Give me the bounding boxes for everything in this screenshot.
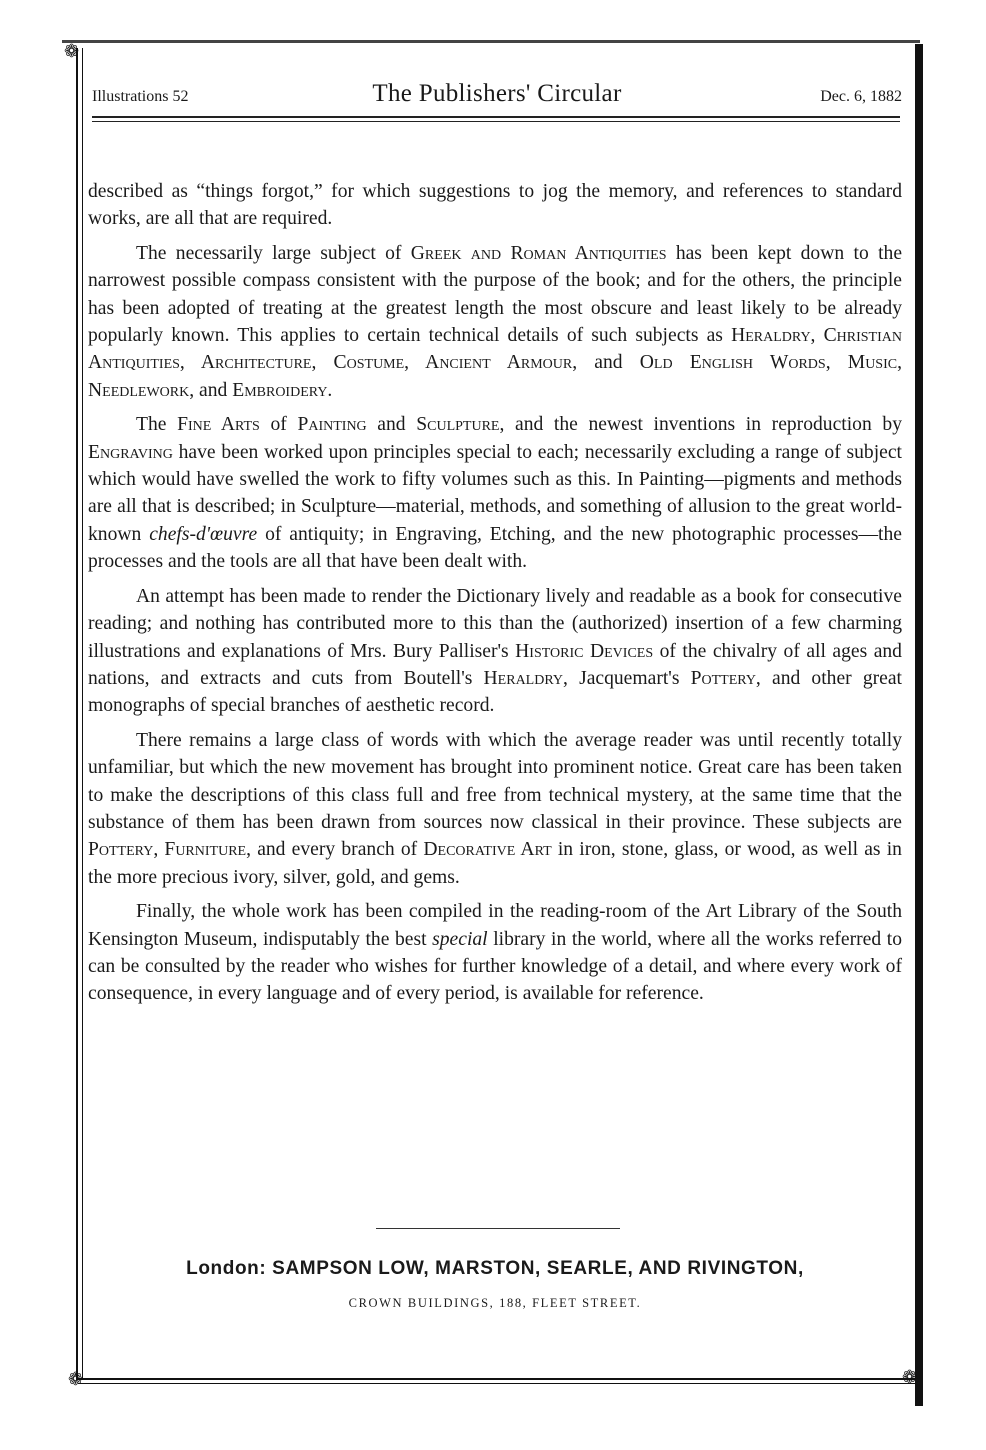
paragraph-text: and other great monographs of special branches of aesthetic record. <box>88 667 902 717</box>
paragraph-text: Finally, the whole work has been compiled in the reading-room of the Art Library of the South Kensington Museum, indisputably the best <box>88 901 902 950</box>
top-border-rule <box>62 40 920 43</box>
paragraph-text: library in the world, where all the works referred to can be consulted by the reader who wishes for further knowledge of a detail, and where every work of consequence, in every language and of every period, is available for reference. <box>88 928 902 1005</box>
paragraph-text: There remains a large class of words with which the average reader was until recently totally unfamiliar, but which the new movement has brought into prominent notice. Great care has been taken to make the descriptions of this class full and free from technical mystery, at the same time that the substance of them has been drawn from sources now classical in their province. These subjects are <box>88 729 902 833</box>
publisher-address: CROWN BUILDINGS, 188, FLEET STREET. <box>348 1296 642 1310</box>
body-paragraph <box>88 178 902 233</box>
small-caps-text: Heraldry, Christian Antiquities, Architecture, Costume, Ancient Armour, <box>88 325 902 374</box>
paragraph-text: The <box>136 414 178 436</box>
left-border-rule <box>76 48 78 1380</box>
bottom-inner-border-rule <box>78 1383 918 1384</box>
body-paragraph <box>88 411 902 575</box>
right-border-rule <box>915 44 923 1406</box>
italic-text: special <box>432 928 488 950</box>
italic-text: chefs-d'œuvre <box>149 523 258 545</box>
running-header <box>92 80 902 110</box>
left-inner-border-rule <box>82 48 83 1380</box>
small-caps-text: Pottery, Furniture, <box>88 839 251 861</box>
small-caps-text: Engraving <box>88 441 173 463</box>
publisher-imprint: London: SAMPSON LOW, MARSTON, SEARLE, AND RIVINGTON, <box>186 1258 804 1279</box>
corner-ornament-icon: ❁ <box>902 1367 918 1387</box>
header-rule <box>92 116 900 118</box>
paragraph-text: have been worked upon principles special to each; necessarily excluding a range of subject which would have swelled the work to fifty volumes such as this. In Painting—pigments and methods are all that is described; in Sculpture—material, methods, and something of allusion to the great world-known <box>88 441 902 545</box>
small-caps-text: Embroidery. <box>232 379 333 401</box>
small-caps-text: Historic Devices <box>515 640 654 662</box>
paragraph-text: of antiquity; in Engraving, Etching, and the new photographic processes—the processes and the tools are all that have been dealt with. <box>88 523 902 573</box>
body-paragraph <box>88 240 902 404</box>
paragraph-text: An attempt has been made to render the Dictionary lively and readable as a book for consecutive reading; and nothing has contributed more to this than the (authorized) insertion of a few charming illustrations and explanations of Mrs. Bury Palliser's <box>88 585 902 662</box>
paragraph-text: and the newest inventions in reproduction by <box>504 414 902 436</box>
small-caps-text: Heraldry, <box>483 667 568 689</box>
paragraph-text: has been kept down to the narrowest possible compass consistent with the purpose of the book; and for the others, the principle has been adopted of treating at the greatest length the most obscure and least likely to be already popularly known. This applies to certain technical details of such subjects as <box>88 242 903 347</box>
paragraph-text: and <box>366 414 417 436</box>
article-body <box>88 178 902 1015</box>
small-caps-text: Pottery, <box>690 667 761 689</box>
small-caps-text: Sculpture, <box>416 414 505 436</box>
small-caps-text: Painting <box>297 414 367 436</box>
publication-title: The Publishers' Circular <box>372 80 622 107</box>
paragraph-text: Jacquemart's <box>567 667 691 689</box>
paragraph-text: of <box>259 414 298 436</box>
paragraph-text: and <box>577 352 640 374</box>
bottom-border-rule <box>78 1378 918 1380</box>
body-paragraph <box>88 583 902 720</box>
small-caps-text: Old English Words, Music, Needlework, <box>88 352 902 401</box>
paragraph-text: and <box>194 379 233 401</box>
body-paragraph <box>88 727 902 891</box>
small-caps-text: Fine Arts <box>177 414 260 436</box>
separator-rule <box>376 1228 620 1229</box>
paragraph-text: in iron, stone, glass, or wood, as well as in the more precious ivory, silver, gold, and gems. <box>88 839 902 888</box>
paragraph-text: of the chivalry of all ages and nations, and extracts and cuts from Boutell's <box>88 640 902 689</box>
corner-ornament-icon: ❁ <box>68 1369 84 1389</box>
corner-ornament-icon: ❁ <box>64 41 80 61</box>
body-paragraph <box>88 898 902 1008</box>
small-caps-text: Greek and Roman Antiquities <box>410 242 667 264</box>
paragraph-text: described as “things forgot,” for which suggestions to jog the memory, and references to standard works, are all that are required. <box>88 181 902 230</box>
small-caps-text: Decorative Art <box>423 839 552 861</box>
paragraph-text: The necessarily large subject of <box>136 242 411 264</box>
section-label: Illustrations 52 <box>92 88 189 105</box>
header-rule-thin <box>92 121 900 122</box>
issue-date: Dec. 6, 1882 <box>820 88 902 105</box>
paragraph-text: and every branch of <box>251 839 424 861</box>
